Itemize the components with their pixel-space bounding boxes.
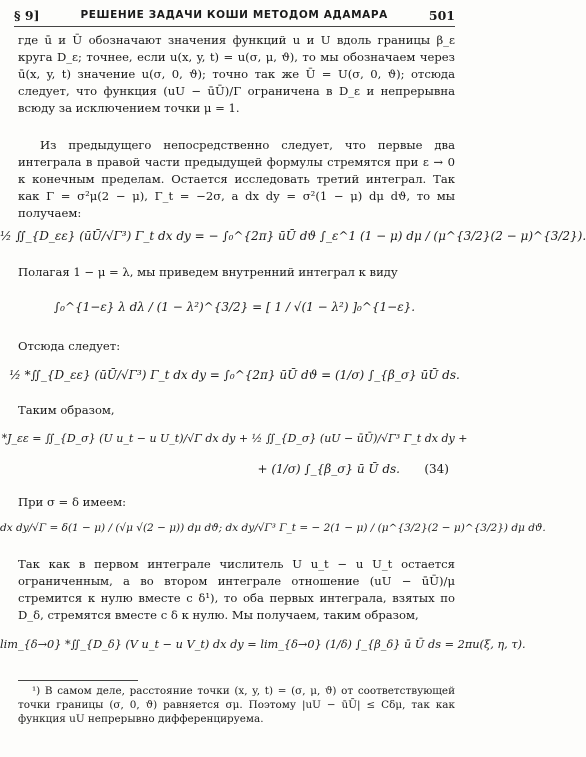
paragraph-4: Отсюда следует: — [18, 339, 121, 353]
equation-5: dx dy/√Γ = δ(1 − μ) / (√μ √(2 − μ)) dμ dϑ; dx dy/√Γ³ Γ_t = − 2(1 − μ) / (μ^{3/2}(2 − μ)^{3/2}) dμ dϑ. — [0, 522, 546, 534]
paragraph-1-block — [18, 32, 455, 117]
equation-4-line-1: *J_εε = ∬_{D_σ} (U u_t − u U_t)/√Γ dx dy + ½ ∬_{D_σ} (uU − ūŪ)/√Γ³ Γ_t dx dy + — [1, 432, 468, 445]
equation-4-line-2: + (1/σ) ∫_{β_σ} ū Ū ds. — [257, 462, 400, 476]
equation-6: lim_{δ→0} *∬_{D_δ} (V u_t − u V_t) dx dy = lim_{δ→0} (1/δ) ∫_{β_δ} ū Ū ds = 2πu(ξ, η, τ). — [0, 638, 526, 651]
paragraph-6: При σ = δ имеем: — [18, 495, 127, 509]
paragraph-5-block — [18, 402, 455, 419]
running-title: РЕШЕНИЕ ЗАДАЧИ КОШИ МЕТОДОМ АДАМАРА — [80, 9, 388, 21]
equation-3: ½ *∬_{D_εε} (ūŪ/√Γ³) Γ_t dx dy = ∫₀^{2π} ūŪ dϑ = (1/σ) ∫_{β_σ} ūŪ ds. — [9, 368, 460, 382]
page-number: 501 — [428, 7, 455, 23]
paragraph-4-block — [18, 338, 455, 355]
paragraph-3: Полагая 1 − μ = λ, мы приведем внутренний интеграл к виду — [18, 265, 398, 279]
footnote-rule — [18, 680, 138, 681]
paragraph-2-block — [18, 137, 455, 222]
paragraph-7: Так как в первом интеграле числитель U u_t − u U_t остается ограниченным, а во втором интеграле отношение (uU − ūŪ)/μ стремится к нулю вместе с δ¹), то оба первых интеграла, взятых по D_δ, стремятся вместе с δ к нулю. Мы получаем, таким образом, — [18, 557, 455, 622]
footnote-block — [18, 684, 455, 726]
equation-2: ∫₀^{1−ε} λ dλ / (1 − λ²)^{3/2} = [ 1 / √(1 − λ²) ]₀^{1−ε}. — [53, 300, 416, 314]
paragraph-7-block — [18, 556, 455, 624]
equation-number: (34) — [424, 462, 449, 476]
paragraph-5: Таким образом, — [18, 403, 115, 417]
footnote: ¹) В самом деле, расстояние точки (x, y, t) = (σ, μ, ϑ) от соответствующей точки границы (σ, 0, ϑ) равняется σμ. Поэтому |uU − ūŪ| ≤ Cδμ, так как функция uU непрерывно дифференцируема. — [18, 685, 455, 725]
equation-1: ½ ∬_{D_εε} (ūŪ/√Γ³) Γ_t dx dy = − ∫₀^{2π} ūŪ dϑ ∫_ε^1 (1 − μ) dμ / (μ^{3/2}(2 − μ)^{3/2}). — [0, 229, 586, 243]
paragraph-2: Из предыдущего непосредственно следует, что первые два интеграла в правой части предыдущей формулы стремятся при ε → 0 к конечным пределам. Остается исследовать третий интеграл. Так как Γ = σ²μ(2 − μ), Γ_t = −2σ, a dx dy = σ²(1 − μ) dμ dϑ, то мы получаем: — [18, 138, 455, 220]
paragraph-6-block — [18, 494, 455, 511]
paragraph-1: где ū и Ū обозначают значения функций u и U вдоль границы β_ε круга D_ε; точнее, если u(x, y, t) = u(σ, μ, ϑ), то мы обозначаем через ū(x, y, t) значение u(σ, 0, ϑ); точно так же Ū = U(σ, 0, ϑ); отсюда следует, что функция (uU − ūŪ)/Γ ограничена в D_ε и непрерывна всюду за исключением точки μ = 1. — [18, 33, 455, 115]
section-number: § 9] — [14, 7, 40, 23]
paragraph-3-block — [18, 264, 455, 281]
running-header — [14, 4, 455, 27]
